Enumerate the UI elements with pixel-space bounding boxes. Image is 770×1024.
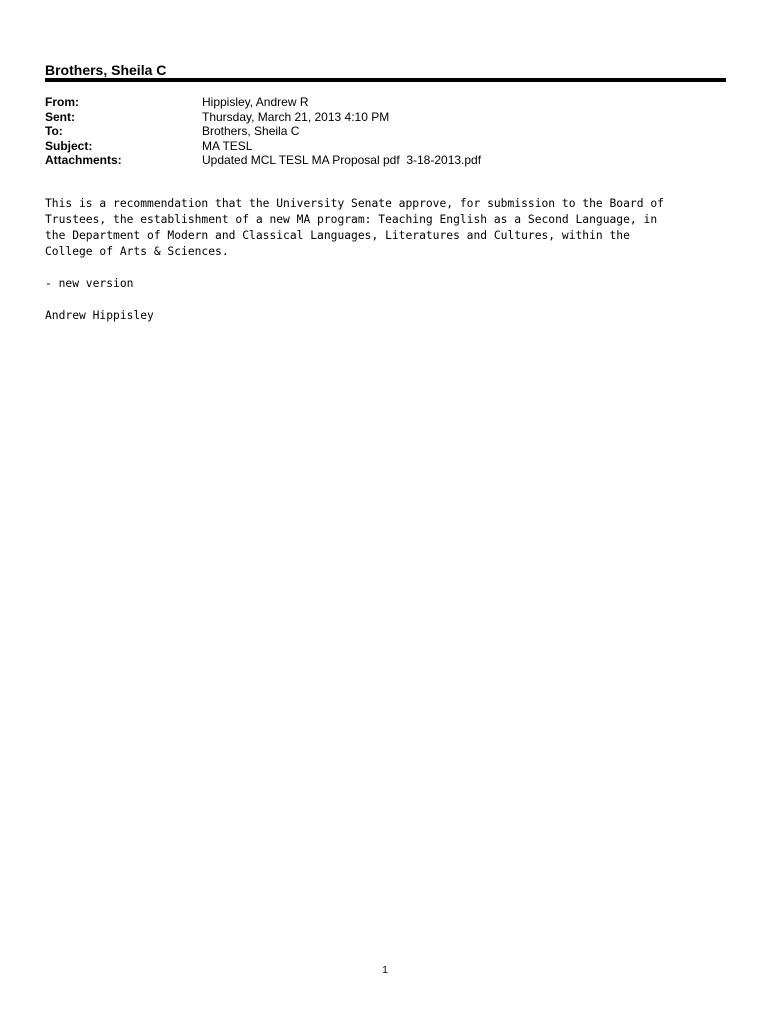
body-line-2: Trustees, the establishment of a new MA program: Teaching English as a Second Language, in — [45, 213, 658, 226]
from-value: Hippisley, Andrew R — [202, 95, 309, 109]
email-body — [45, 196, 735, 340]
subject-row — [45, 139, 726, 154]
from-label: From: — [45, 95, 79, 109]
sent-label: Sent: — [45, 109, 75, 124]
attachments-label: Attachments: — [45, 153, 122, 167]
body-line-4: College of Arts & Sciences. — [45, 245, 229, 258]
mailbox-owner-name: Brothers, Sheila C — [45, 62, 167, 78]
email-header-block — [45, 95, 726, 168]
page-number: 1 — [382, 965, 388, 976]
subject-label: Subject: — [45, 138, 93, 153]
subject-value: MA TESL — [202, 138, 253, 153]
to-row — [45, 124, 726, 139]
version-note: - new version — [45, 277, 134, 290]
to-value: Brothers, Sheila C — [202, 124, 300, 138]
signature: Andrew Hippisley — [45, 309, 154, 322]
body-line-1: This is a recommendation that the University Senate approve, for submission to the Board of — [45, 197, 664, 210]
sent-value: Thursday, March 21, 2013 4:10 PM — [202, 109, 390, 124]
header-divider — [45, 78, 726, 82]
from-row — [45, 95, 726, 110]
body-line-3: the Department of Modern and Classical Languages, Literatures and Cultures, within the — [45, 229, 630, 242]
recommendation-paragraph — [45, 196, 735, 260]
sent-row — [45, 110, 726, 125]
attachments-row — [45, 153, 726, 168]
attachment-filename: Updated MCL TESL MA Proposal pdf 3-18-2013.pdf — [202, 153, 482, 167]
to-label: To: — [45, 124, 63, 138]
